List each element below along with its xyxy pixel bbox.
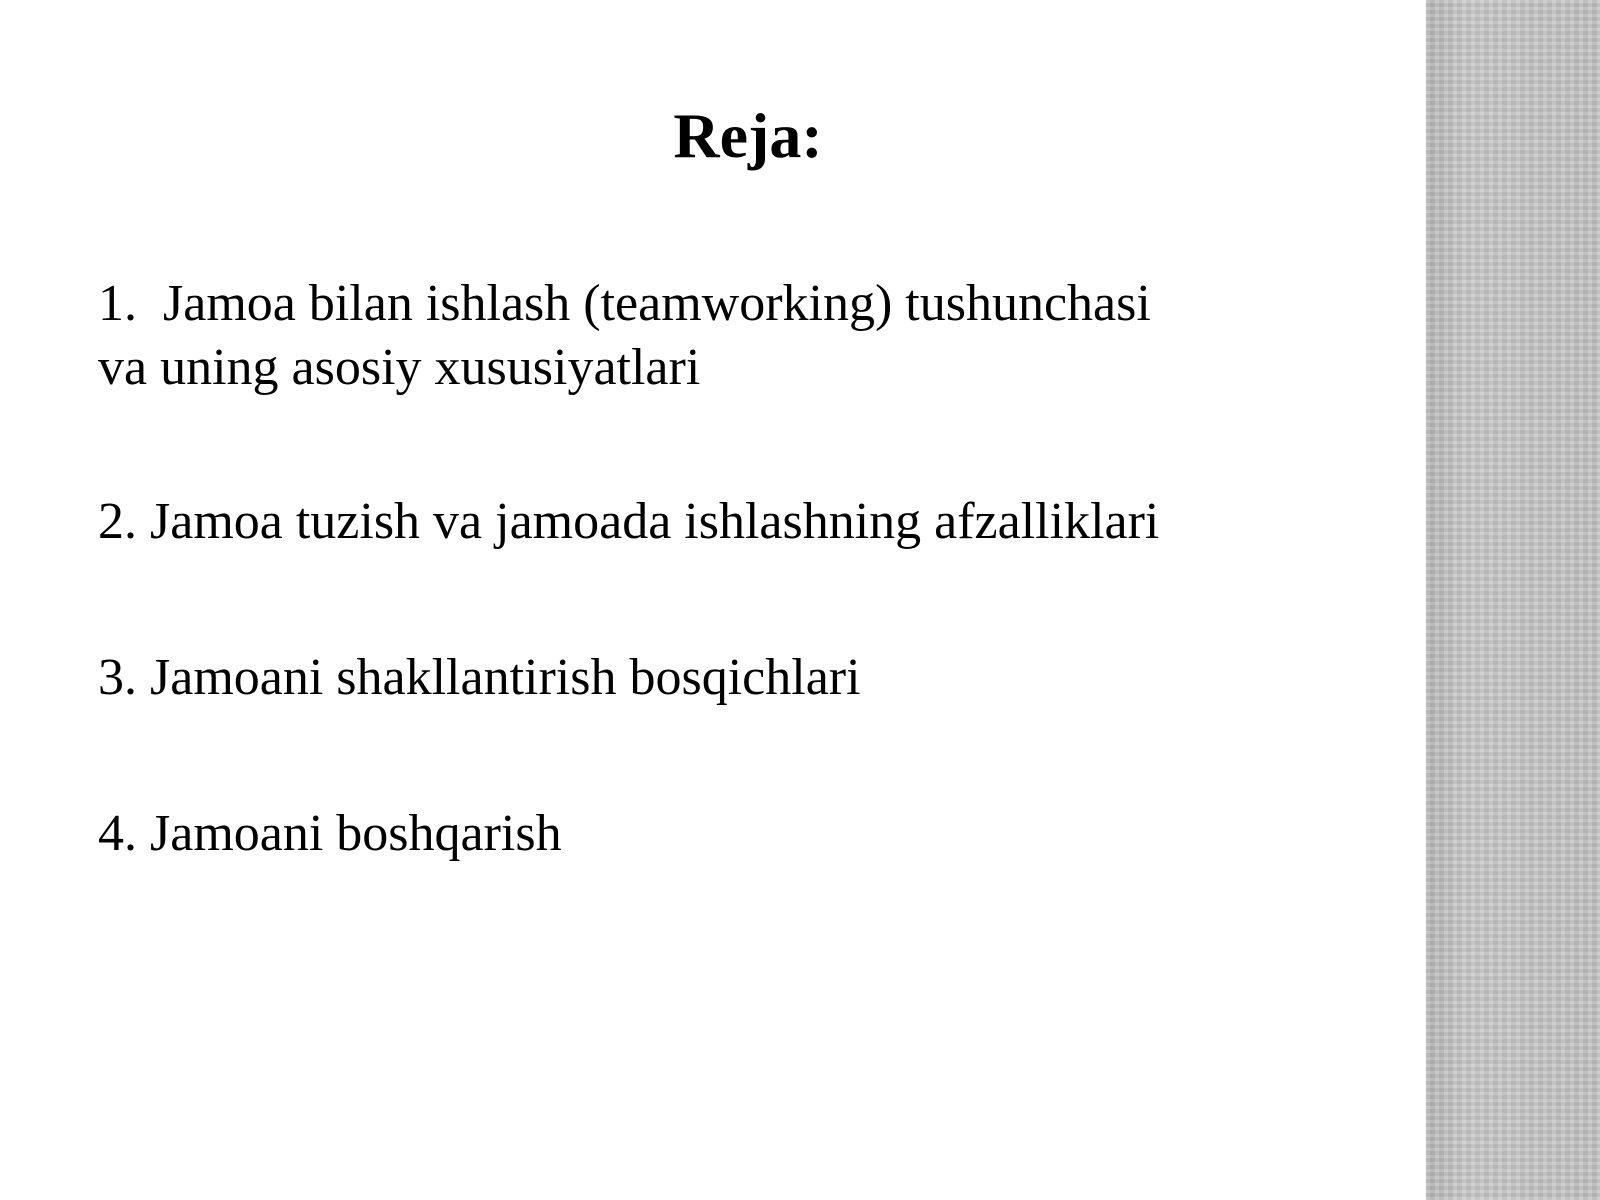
plan-item-1: [98, 272, 1398, 400]
decorative-side-panel: [1426, 0, 1600, 1200]
plan-item-4: [98, 802, 1398, 866]
plan-item-2: [98, 490, 1398, 554]
plan-item-3-text: 3. Jamoani shakllantirish bosqichlari: [98, 649, 861, 706]
plan-item-4-text: 4. Jamoani boshqarish: [98, 805, 562, 862]
plan-item-1-line-1: 1. Jamoa bilan ishlash (teamworking) tushunchasi: [98, 275, 1151, 332]
slide-title: Reja:: [673, 100, 823, 171]
plan-item-2-text: 2. Jamoa tuzish va jamoada ishlashning afzalliklari: [98, 493, 1160, 550]
plan-item-1-line-2: va uning asosiy xususiyatlari: [98, 339, 701, 396]
plan-item-3: [98, 646, 1398, 710]
